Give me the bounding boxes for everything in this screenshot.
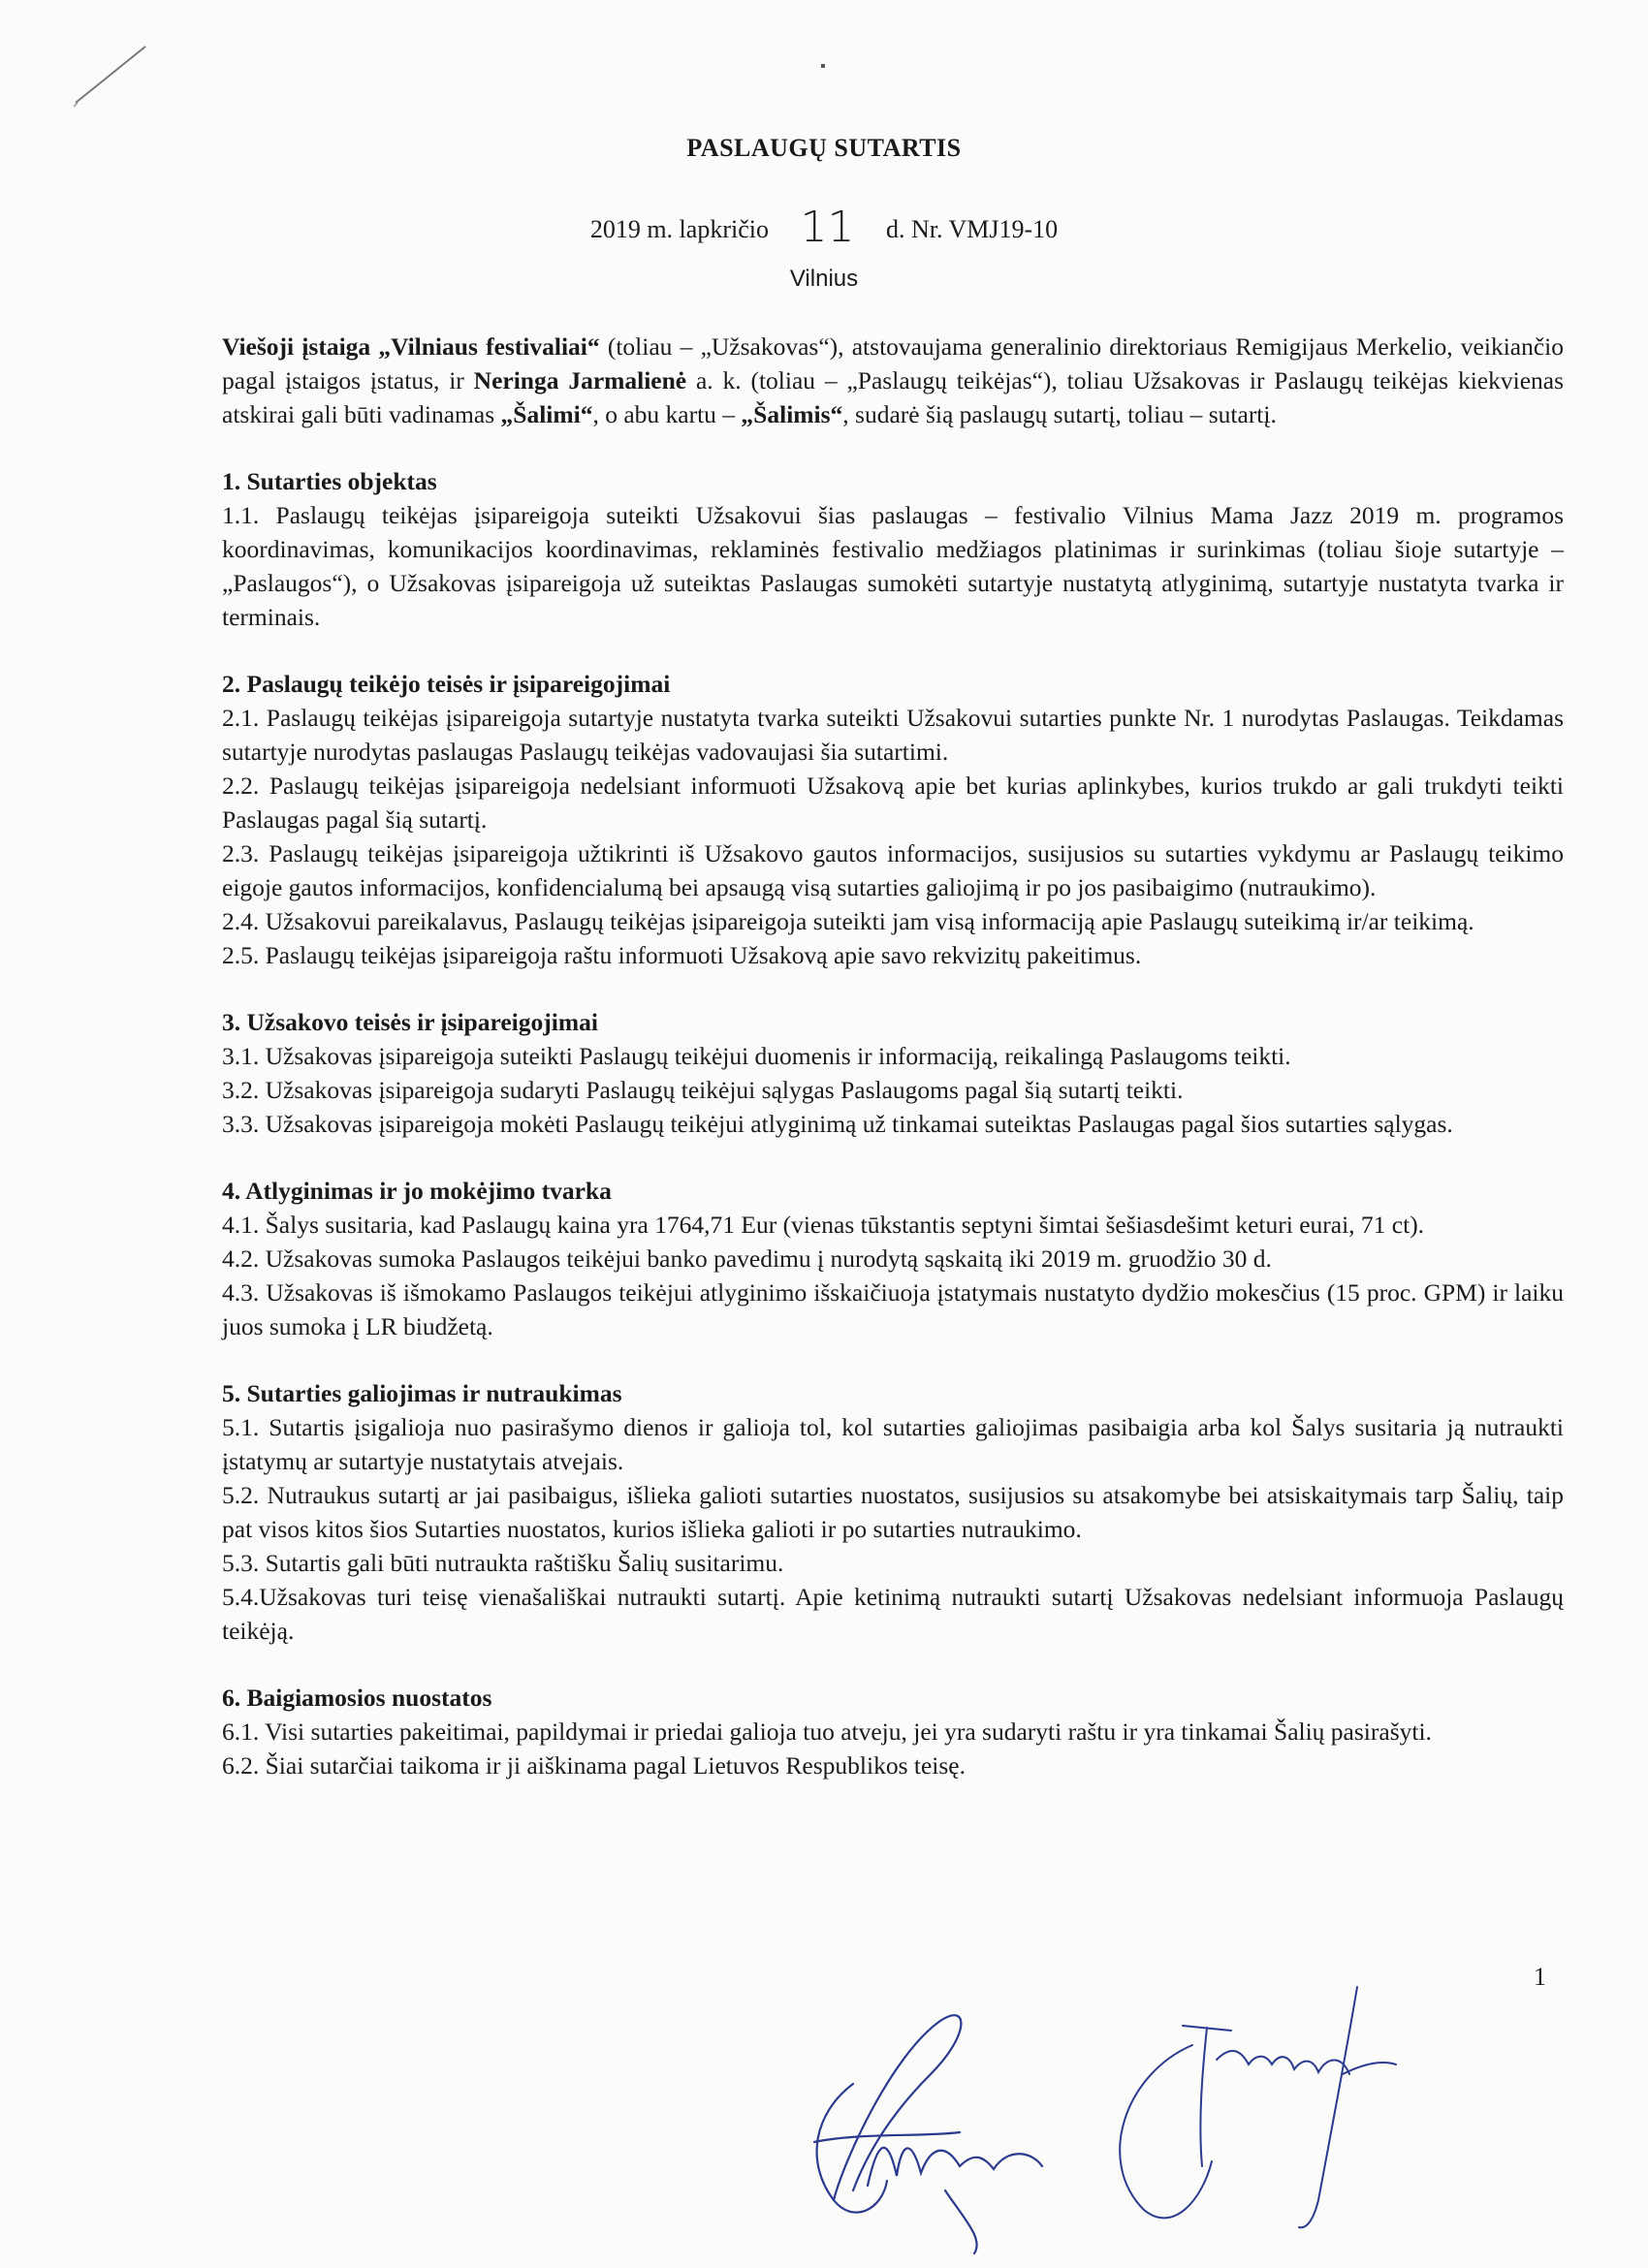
clause: 1.1. Paslaugų teikėjas įsipareigoja suteikti Užsakovui šias paslaugas – festivalio Vilnius Mama Jazz 2019 m. programos koordinavimas, komunikacijos koordinavimas, reklaminės festivalio medžiagos platinimas ir surinkimas (toliau šioje sutartyje – „Paslaugos“), o Užsakovas įsipareigoja už suteiktas Paslaugas sumokėti sutartyje nustatytą atlyginimą, sutartyje nustatyta tvarka ir terminais. — [222, 501, 1564, 631]
clause: 4.1. Šalys susitaria, kad Paslaugų kaina yra 1764,71 Eur (vienas tūkstantis septyni šimtai šešiasdešimt keturi eurai, 71 ct). — [222, 1211, 1425, 1239]
signature-left — [814, 2015, 1042, 2253]
intro-text-4: , sudarė šią paslaugų sutartį, toliau – sutartį. — [842, 400, 1277, 428]
clause: 4.3. Užsakovas iš išmokamo Paslaugos teikėjui atlyginimo išskaičiuoja įstatymais nustatyto dydžio mokesčius (15 proc. GPM) ir laiku juos sumoka į LR biudžetą. — [222, 1278, 1564, 1340]
intro-paragraph — [222, 330, 1564, 431]
section-1 — [222, 464, 1564, 634]
pen-stroke-icon — [68, 39, 165, 116]
clause: 5.1. Sutartis įsigalioja nuo pasirašymo dienos ir galioja tol, kol sutarties galiojimas pasibaigia arba kol Šalys susitaria ją nutraukti įstatymų ar sutartyje nustatytais atvejais. — [222, 1413, 1564, 1475]
party2-name: Neringa Jarmalienė — [473, 366, 687, 394]
signatures-area — [776, 1968, 1454, 2258]
section-4 — [222, 1174, 1564, 1343]
section-3 — [222, 1005, 1564, 1141]
intro-text-1: (toliau – „Užsakovas“), atstovaujama generalinio direktoriaus Remigijaus Merkelio, veikiančio pagal įstaigos įstatus, ir — [222, 332, 1564, 394]
document-dateline — [0, 199, 1648, 252]
document-body — [222, 330, 1564, 1815]
clause: 5.2. Nutraukus sutartį ar jai pasibaigus, išlieka galioti sutarties nuostatos, susijusios su atsakomybe bei atsiskaitymais tarp Šalių, taip pat visos kitos šios Sutarties nuostatos, kurios išlieka galioti ir po sutarties nutraukimo. — [222, 1481, 1564, 1543]
party1-name: Viešoji įstaiga „Vilniaus festivaliai“ — [222, 332, 600, 361]
section-2 — [222, 667, 1564, 972]
section-5 — [222, 1376, 1564, 1648]
page-number: 1 — [1534, 1963, 1546, 1991]
signature-right — [1120, 1987, 1396, 2227]
handwritten-date-day: 11 — [800, 203, 855, 252]
section-heading: 5. Sutarties galiojimas ir nutraukimas — [222, 1379, 622, 1407]
section-heading: 1. Sutarties objektas — [222, 467, 437, 495]
section-heading: 6. Baigiamosios nuostatos — [222, 1684, 492, 1712]
clause: 3.3. Užsakovas įsipareigoja mokėti Paslaugų teikėjui atlyginimą už tinkamai suteiktas Paslaugas pagal šios sutarties sąlygas. — [222, 1110, 1453, 1138]
clause: 2.1. Paslaugų teikėjas įsipareigoja sutartyje nustatyta tvarka suteikti Užsakovui sutarties punkte Nr. 1 nurodytas Paslaugas. Teikdamas sutartyje nurodytas paslaugas Paslaugų teikėjas vadovaujasi šia sutartimi. — [222, 704, 1564, 766]
clause: 5.3. Sutartis gali būti nutraukta raštišku Šalių susitarimu. — [222, 1549, 784, 1577]
section-heading: 4. Atlyginimas ir jo mokėjimo tvarka — [222, 1177, 612, 1205]
term-salimi: „Šalimi“ — [500, 400, 593, 428]
clause: 3.1. Užsakovas įsipareigoja suteikti Paslaugų teikėjui duomenis ir informaciją, reikalingą Paslaugoms teikti. — [222, 1042, 1291, 1070]
clause: 2.4. Užsakovui pareikalavus, Paslaugų teikėjas įsipareigoja suteikti jam visą informaciją apie Paslaugų suteikimą ir/ar teikimą. — [222, 907, 1474, 935]
date-prefix: 2019 m. lapkričio — [589, 215, 769, 243]
section-heading: 3. Užsakovo teisės ir įsipareigojimai — [222, 1008, 598, 1036]
clause: 3.2. Užsakovas įsipareigoja sudaryti Paslaugų teikėjui sąlygas Paslaugoms pagal šią sutartį teikti. — [222, 1076, 1184, 1104]
intro-text-2: a. k. (toliau – „Paslaugų teikėjas“), toliau Užsakovas ir Paslaugų teikėjas kiekvienas atskirai gali būti vadinamas — [222, 366, 1564, 428]
intro-text-3: , o abu kartu – — [592, 400, 742, 428]
clause: 6.1. Visi sutarties pakeitimai, papildymai ir priedai galioja tuo atveju, jei yra sudaryti raštu ir yra tinkamai Šalių pasirašyti. — [222, 1717, 1432, 1746]
clause: 4.2. Užsakovas sumoka Paslaugos teikėjui banko pavedimu į nurodytą sąskaitą iki 2019 m. gruodžio 30 d. — [222, 1244, 1272, 1273]
term-salimis: „Šalimis“ — [741, 400, 843, 428]
document-city: Vilnius — [789, 266, 859, 292]
clause: 5.4.Užsakovas turi teisę vienašališkai nutraukti sutartį. Apie ketinimą nutraukti sutartį Užsakovas nedelsiant informuoja Paslaugų teikėją. — [222, 1583, 1564, 1645]
clause: 6.2. Šiai sutarčiai taikoma ir ji aiškinama pagal Lietuvos Respublikos teisę. — [222, 1751, 966, 1780]
document-title: PASLAUGŲ SUTARTIS — [686, 134, 962, 162]
clause: 2.5. Paslaugų teikėjas įsipareigoja raštu informuoti Užsakovą apie savo rekvizitų pakeitimus. — [222, 941, 1142, 969]
scan-dot: ▪ — [820, 58, 826, 75]
clause: 2.3. Paslaugų teikėjas įsipareigoja užtikrinti iš Užsakovo gautos informacijos, susijusios su sutarties vykdymu ar Paslaugų teikimo eigoje gautos informacijos, konfidencialumą bei apsaugą visą sutarties galiojimą ir po jos pasibaigimo (nutraukimo). — [222, 839, 1564, 901]
section-6 — [222, 1681, 1564, 1782]
section-heading: 2. Paslaugų teikėjo teisės ir įsipareigojimai — [222, 670, 671, 698]
clause: 2.2. Paslaugų teikėjas įsipareigoja nedelsiant informuoti Užsakovą apie bet kurias aplinkybes, kurios trukdo ar gali trukdyti teikti Paslaugas pagal šią sutartį. — [222, 772, 1564, 834]
date-suffix: d. Nr. VMJ19-10 — [885, 215, 1059, 243]
